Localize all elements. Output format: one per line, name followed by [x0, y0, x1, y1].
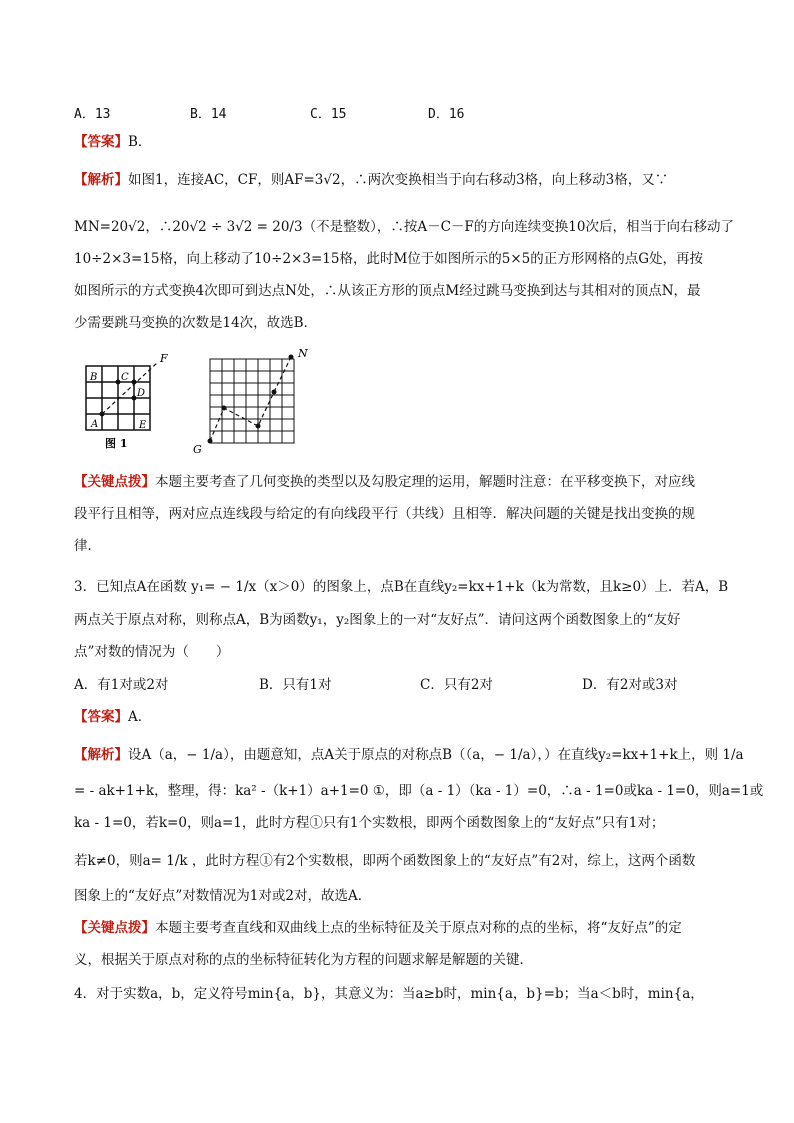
- keypoint-line-2: 段平行且相等，两对应点连线段与给定的有向线段平行（共线）且相等．解决问题的关键是找出变换的规: [74, 506, 695, 522]
- keypoint-line-3: 律．: [74, 538, 101, 554]
- q3-line-3: 点”对数的情况为（ ）: [74, 644, 230, 660]
- analysis-line-2: MN=20√2，∴20√2 ÷ 3√2 = 20/3（不是整数），∴按A－C－F的方向连续变换10次后，相当于向右移动了: [74, 219, 734, 235]
- q3-answer-value: A．: [128, 709, 152, 725]
- q3-analysis-line-5: 图象上的“友好点”对数情况为1对或2对，故选A．: [74, 888, 372, 904]
- answer-value: B．: [128, 134, 152, 150]
- keypoint-tag: 【关键点拨】: [74, 474, 155, 490]
- option-d: D．16: [428, 107, 465, 122]
- q3-line-1: 3．已知点A在函数 y₁= − 1/x（x＞0）的图象上，点B在直线y₂=kx+1+k（k为常数，且k≥0）上．若A，B: [74, 579, 729, 595]
- label-g: G: [193, 443, 202, 456]
- q3-analysis-text-1: 设A（a，− 1/a），由题意知，点A关于原点的对称点B（（a，− 1/a），）在直线y₂=kx+1+k上，则 1/a: [128, 747, 744, 763]
- keypoint-line-1: [74, 472, 724, 492]
- q3-option-b: B．只有1对: [259, 677, 332, 693]
- q3-analysis-line-4: 若k≠0，则a= 1/k ，此时方程①有2个实数根，即两个函数图象上的“友好点”有2对，综上，这两个函数: [74, 853, 696, 869]
- q3-keypoint-line-2: 义，根据关于原点对称的点的坐标特征转化为方程的问题求解是解题的关键．: [74, 952, 533, 968]
- analysis-text-1: 如图1，连接AC，CF，则AF=3√2，∴两次变换相当于向右移动3格，向上移动3格，又∵: [128, 172, 669, 188]
- analysis-line-5: 少需要跳马变换的次数是14次，故选B．: [74, 315, 318, 331]
- q3-analysis-line-2: = - ak+1+k，整理，得：ka² -（k+1）a+1=0 ①，即（a - 1）（ka - 1）=0，∴a - 1=0或ka - 1=0，则a=1或: [74, 783, 764, 799]
- q3-line-2: 两点关于原点对称，则称点A，B为函数y₁，y₂图象上的一对“友好点”．请问这两个函数图象上的“友好: [74, 612, 681, 628]
- label-f: F: [160, 352, 168, 365]
- option-c: C．15: [310, 107, 347, 122]
- q3-analysis-tag: 【解析】: [74, 747, 128, 763]
- q3-keypoint-text-1: 本题主要考查直线和双曲线上点的坐标特征及关于原点对称的点的坐标，将“友好点”的定: [155, 920, 682, 936]
- q3-answer-line: [74, 707, 724, 727]
- label-b: B: [90, 372, 98, 383]
- answer-tag: 【答案】: [74, 134, 128, 150]
- figure-1: [78, 350, 188, 452]
- analysis-tag: 【解析】: [74, 172, 128, 188]
- q3-keypoint-line-1: [74, 918, 724, 938]
- label-n: N: [298, 347, 308, 360]
- label-e: E: [139, 420, 147, 431]
- q3-keypoint-tag: 【关键点拨】: [74, 920, 155, 936]
- q3-analysis-line-1: [74, 745, 744, 765]
- q3-option-a: A．有1对或2对: [74, 677, 169, 693]
- label-a: A: [91, 419, 99, 430]
- figure-1-caption: 图 1: [105, 437, 128, 450]
- analysis-line-1: [74, 170, 724, 190]
- option-b: B．14: [190, 107, 227, 122]
- analysis-line-4: 如图所示的方式变换4次即可到达点N处，∴从该正方形的顶点M经过跳马变换到达与其相对的顶点N，最: [74, 283, 701, 299]
- label-d: D: [137, 388, 146, 399]
- q3-answer-tag: 【答案】: [74, 709, 128, 725]
- q4-line-1: 4．对于实数a，b，定义符号min{a，b}，其意义为：当a≥b时，min{a，b}=b；当a＜b时，min{a，: [74, 986, 704, 1002]
- q3-option-d: D．有2对或3对: [582, 677, 678, 693]
- label-c: C: [121, 372, 129, 383]
- option-a: A．13: [74, 107, 111, 122]
- q3-option-c: C．只有2对: [420, 677, 493, 693]
- keypoint-text-1: 本题主要考查了几何变换的类型以及勾股定理的运用，解题时注意：在平移变换下，对应线: [155, 474, 695, 490]
- q3-analysis-line-3: ka - 1=0，若k=0，则a=1，此时方程①只有1个实数根，即两个函数图象上的“友好点”只有1对；: [74, 815, 665, 831]
- answer-line: [74, 132, 724, 152]
- figure-2: [190, 345, 315, 457]
- analysis-line-3: 10÷2×3=15格，向上移动了10÷2×3=15格，此时M位于如图所示的5×5的正方形网格的点G处，再按: [74, 251, 704, 267]
